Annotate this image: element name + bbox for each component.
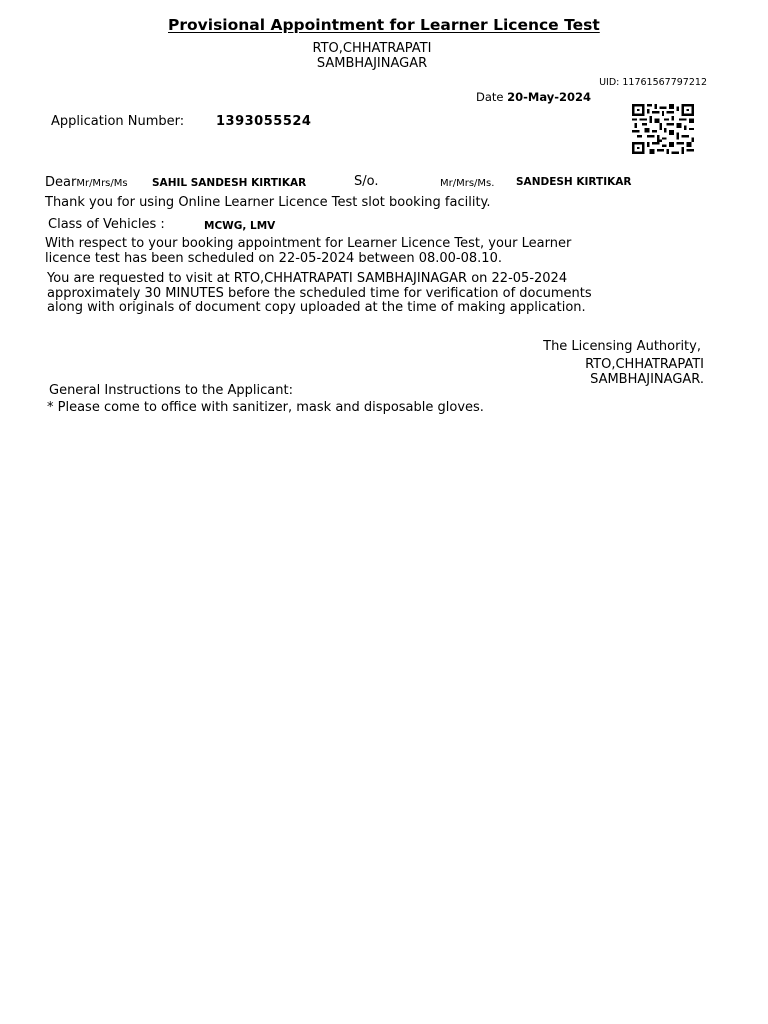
- salutation-title: Mr/Mrs/Ms: [76, 178, 128, 189]
- document-title: Provisional Appointment for Learner Licence Test: [168, 16, 600, 34]
- qr-code-icon: [632, 104, 694, 154]
- visit-line: You are requested to visit at RTO,CHHATRAPATI SAMBHAJINAGAR on 22-05-2024: [47, 271, 568, 286]
- vehicle-class-label: Class of Vehicles :: [48, 217, 165, 232]
- signature-office: [585, 358, 704, 387]
- signature-authority: The Licensing Authority,: [543, 339, 701, 354]
- signature-office-line2: SAMBHAJINAGAR.: [590, 371, 704, 387]
- salutation: [45, 175, 128, 190]
- parent-salutation: Mr/Mrs/Ms.: [440, 178, 495, 189]
- schedule-paragraph: [45, 237, 571, 266]
- dear-text: Dear: [45, 175, 77, 190]
- visit-paragraph: [47, 272, 592, 316]
- instructions-title: General Instructions to the Applicant:: [49, 383, 293, 398]
- applicant-name: SAHIL SANDESH KIRTIKAR: [152, 177, 307, 189]
- application-number-value: 1393055524: [216, 114, 312, 129]
- relation-text: S/o.: [354, 174, 379, 189]
- parent-name: SANDESH KIRTIKAR: [516, 176, 632, 188]
- issuing-office-line1: RTO,CHHATRAPATI: [312, 41, 432, 56]
- issuing-office-line2: SAMBHAJINAGAR: [316, 56, 428, 71]
- schedule-line: With respect to your booking appointment for Learner Licence Test, your Learner: [45, 236, 572, 251]
- signature-office-line1: RTO,CHHATRAPATI: [585, 357, 704, 372]
- issue-date: [476, 90, 591, 104]
- uid-text: UID: 11761567797212: [599, 77, 707, 88]
- issuing-office: [272, 41, 472, 71]
- visit-line: approximately 30 MINUTES before the scheduled time for verification of documents: [47, 285, 592, 301]
- vehicle-class-value: MCWG, LMV: [204, 220, 276, 232]
- visit-line: along with originals of document copy uploaded at the time of making application.: [47, 300, 586, 315]
- date-value: 20-May-2024: [507, 90, 592, 104]
- schedule-line: licence test has been scheduled on 22-05-2024 between 08.00-08.10.: [45, 250, 502, 266]
- date-label: Date: [476, 90, 504, 104]
- thanks-paragraph: Thank you for using Online Learner Licence Test slot booking facility.: [45, 195, 491, 210]
- instruction-item: * Please come to office with sanitizer, mask and disposable gloves.: [47, 400, 484, 415]
- application-number-label: Application Number:: [51, 114, 185, 129]
